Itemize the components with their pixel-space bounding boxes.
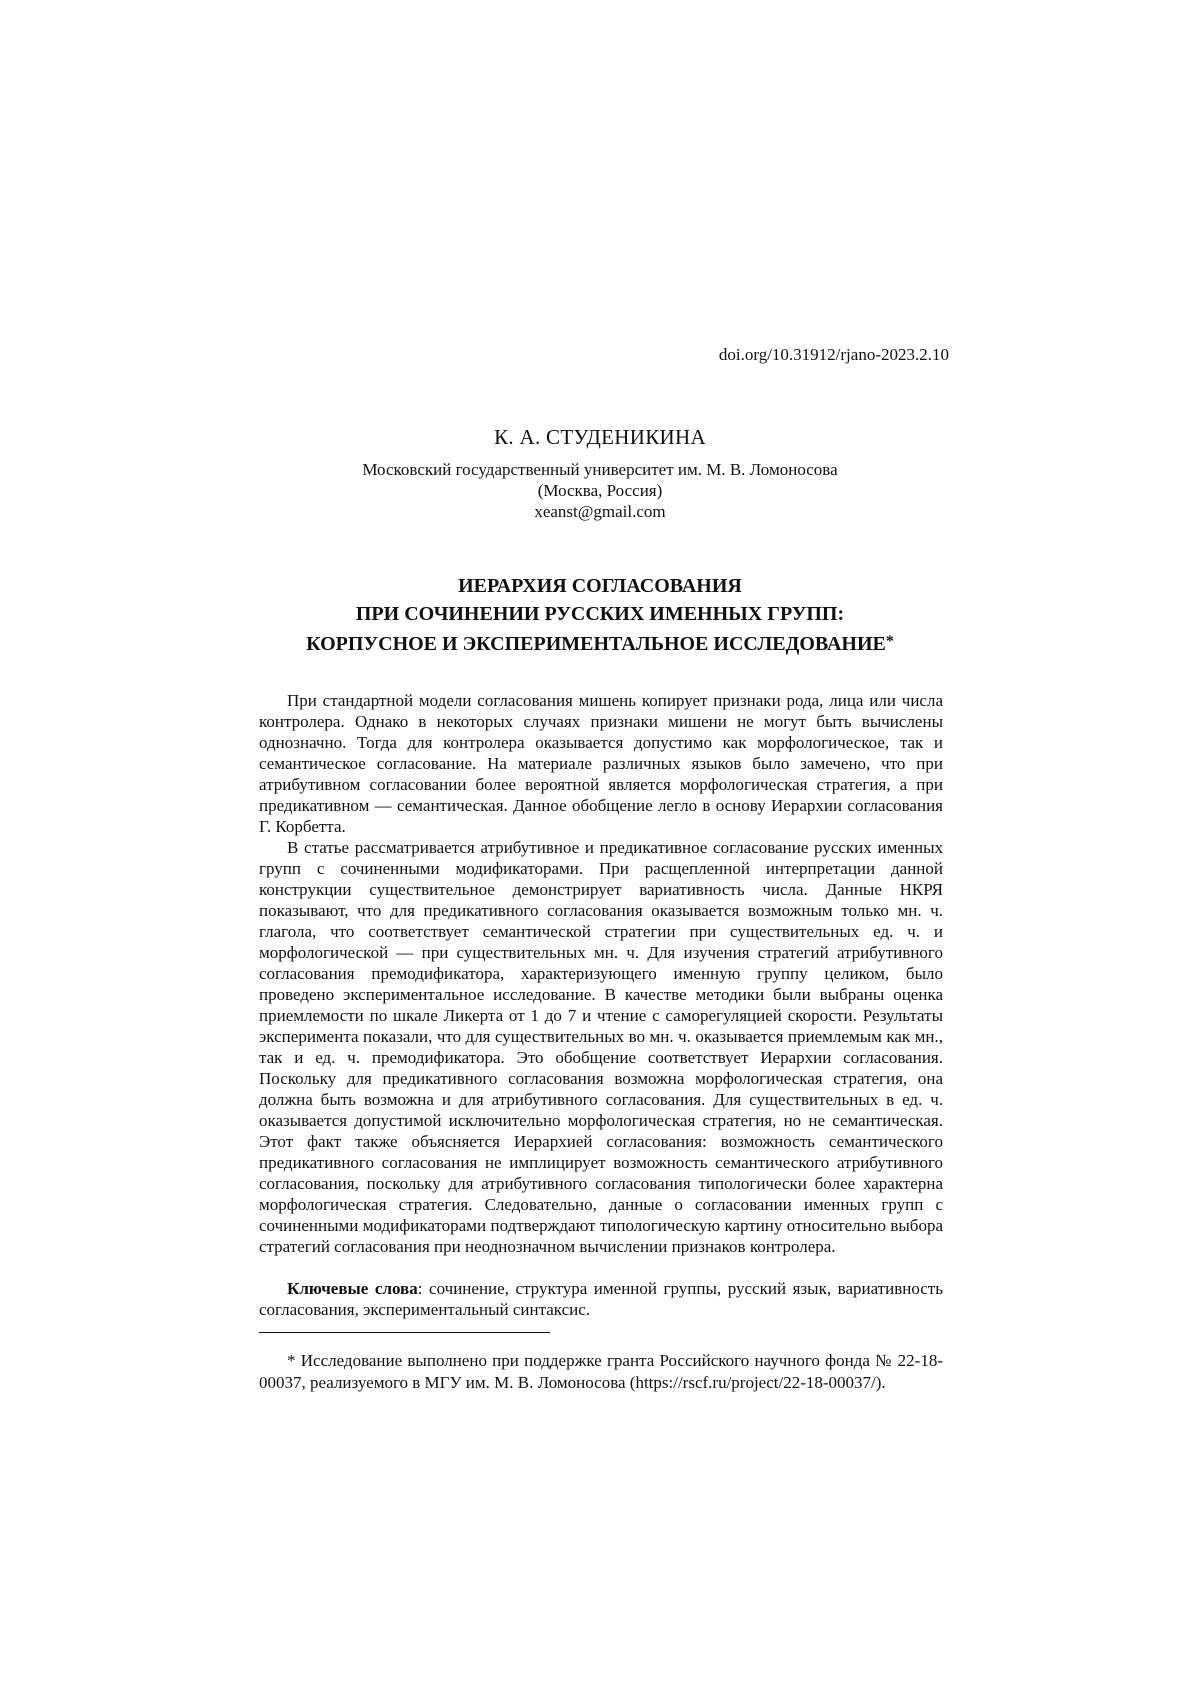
keywords-text: сочинение, структура именной группы, русский язык, вариативность согласования, экспериментальный синтаксис. xyxy=(259,1279,943,1319)
keywords-separator: : xyxy=(417,1279,423,1298)
abstract-paragraph-1: При стандартной модели согласования мишень копирует признаки рода, лица или числа контролера. Однако в некоторых случаях признаки мишени не могут быть вычислены однозначно. Тогда для контролера оказывается допустимо как морфологическое, так и семантическое согласование. На материале различных языков было замечено, что при атрибутивном согласовании более вероятной является морфологическая стратегия, а при предикативном — семантическая. Данное обобщение легло в основу Иерархии согласования Г. Корбетта. xyxy=(259,691,943,836)
title-line-3 xyxy=(0,628,1200,658)
abstract-paragraph-2: В статье рассматривается атрибутивное и предикативное согласование русских именных групп с сочиненными модификаторами. При расщепленной интерпретации данной конструкции существительное демонстрирует вариативность числа. Данные НКРЯ показывают, что для предикативного согласования оказывается возможным только мн. ч. глагола, что соответствует семантической стратегии при существительных ед. ч. и морфологической — при существительных мн. ч. Для изучения стратегий атрибутивного согласования премодификатора, характеризующего именную группу целиком, было проведено экспериментальное исследование. В качестве методики были выбраны оценка приемлемости по шкале Ликерта от 1 до 7 и чтение с саморегуляцией скорости. Результаты эксперимента показали, что для существительных во мн. ч. оказывается приемлемым как мн., так и ед. ч. премодификатора. Это обобщение соответствует Иерархии согласования. Поскольку для предикативного согласования возможна морфологическая стратегия, она должна быть возможна и для атрибутивного согласования. Для существительных в ед. ч. оказывается допустимой исключительно морфологическая стратегия, но не семантическая. Этот факт также объясняется Иерархией согласования: возможность семантического предикативного согласования не имплицирует возможность семантического атрибутивного согласования, поскольку для атрибутивного согласования типологически более характерна морфологическая стратегия. Следовательно, данные о согласовании именных групп с сочиненными модификаторами подтверждают типологическую картину относительно выбора стратегий согласования при неоднозначном вычислении признаков контролера. xyxy=(259,838,943,1256)
article-title xyxy=(0,572,1200,658)
title-footnote-mark[interactable]: * xyxy=(885,633,894,650)
abstract xyxy=(259,690,943,1257)
footnote: * Исследование выполнено при поддержке гранта Российского научного фонда № 22-18-00037, реализуемого в МГУ им. М. В. Ломоносова (https://rscf.ru/project/22-18-00037/). xyxy=(259,1351,943,1392)
affiliation-institution: Московский государственный университет им. М. В. Ломоносова xyxy=(362,460,838,479)
keywords-label: Ключевые слова xyxy=(287,1279,418,1298)
title-line-2: ПРИ СОЧИНЕНИИ РУССКИХ ИМЕННЫХ ГРУПП: xyxy=(355,603,845,625)
title-line-3-text: КОРПУСНОЕ И ЭКСПЕРИМЕНТАЛЬНОЕ ИССЛЕДОВАНИЕ xyxy=(306,633,886,655)
author-email[interactable]: xeanst@gmail.com xyxy=(534,502,666,521)
footnote-divider xyxy=(259,1332,550,1333)
title-line-1: ИЕРАРХИЯ СОГЛАСОВАНИЯ xyxy=(458,575,742,597)
author-affiliation xyxy=(0,459,1200,522)
author-name: К. А. СТУДЕНИКИНА xyxy=(494,425,706,449)
affiliation-location: (Москва, Россия) xyxy=(537,481,663,500)
doi-reference[interactable]: doi.org/10.31912/rjano-2023.2.10 xyxy=(718,345,949,364)
keywords xyxy=(259,1278,943,1320)
